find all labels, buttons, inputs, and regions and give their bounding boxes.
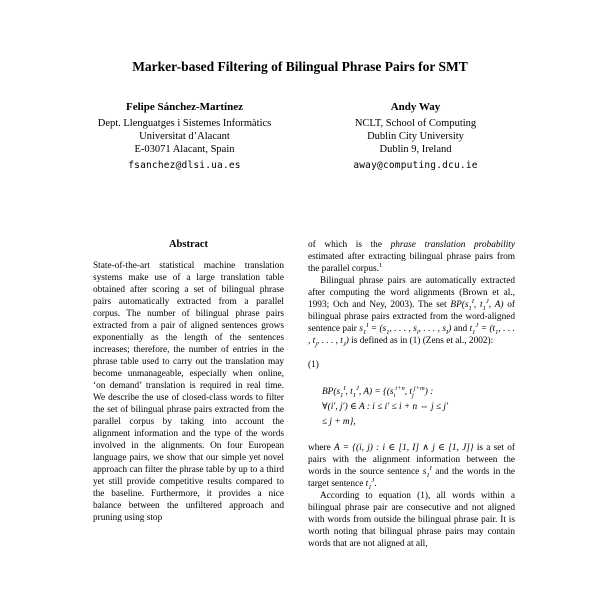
author-2-affiliation-line-2: Dublin City University	[367, 131, 464, 142]
author-2-affiliation-line-3: Dublin 9, Ireland	[379, 144, 452, 155]
footnote-ref-1: 1	[379, 261, 383, 269]
para1-post: estimated after extracting bilingual phrase pairs from the parallel corpus.	[308, 252, 515, 274]
author-2-email: away@computing.dcu.ie	[353, 160, 478, 171]
author-1-affiliation-line-2: Universitat d’Alacant	[139, 131, 230, 142]
left-column	[85, 239, 292, 550]
author-2	[313, 101, 518, 171]
abstract-text: State-of-the-art statistical machine translation systems make use of a large translation table obtained after scoring a set of bilingual phrase pairs automatically extracted from a parallel corpus. The number of bilingual phrase pairs extracted from a pair of aligned sentences grows exponentially as the length of the sentences increases; therefore, the number of entries in the phrase table used to carry out the translation may become unmanageable, especially when online, ‘on demand’ translation is required in real time. We describe the use of closed-class words to filter the set of bilingual phrase pairs extracted from the parallel corpus by taking into account the alignment information and the type of the words involved in the alignments. On four European language pairs, we show that our simple yet novel approach can filter the phrase table by up to a third yet still provide competitive results compared to the baseline. Furthermore, it provides a nice balance between the unfiltered approach and pruning using stop	[93, 261, 284, 523]
body-paragraph-2: Bilingual phrase pairs are automatically extracted after computing the word alignments (Brown et al., 1993; Och and Ney, 2003). The set $BP(s_1^I$, $t_1^J$, A) of bilingual phrase pairs extracted from the word-aligned sentence pair $s_1^I = (s_1$, . . . , $s_i$, . . . , $s_I$) and $t_1^J = (t_1$, . . . , $t_j$, . . . , $t_J$) is defined as in (1) (Zens et al., 2002):	[308, 276, 515, 348]
authors-block	[0, 101, 600, 171]
author-2-affiliation-line-1: NCLT, School of Computing	[354, 118, 477, 129]
paper-title: Marker-based Filtering of Bilingual Phrase Pairs for SMT	[132, 59, 468, 74]
author-1-affiliation-line-1: Dept. Llenguatges i Sistemes Informàtics	[97, 118, 272, 129]
body-paragraph-continuation	[308, 239, 515, 275]
author-2-name: Andy Way	[390, 101, 441, 113]
abstract-heading: Abstract	[168, 239, 209, 250]
equation-number: (1)	[308, 360, 319, 370]
para1-italic-term: phrase translation probability	[390, 240, 515, 250]
right-column	[308, 239, 515, 550]
equation-1: $BP(s_1^I$, $t_1^J$, $A) = \{(s_i^{i+n}$, $t_j^{j+m}$) : ∀(i′, j′) ∈ A : i ≤ i′ ≤ i + n ⇔ j ≤ j′ ≤ j + m},	[322, 384, 449, 427]
author-1-affiliation-line-3: E-03071 Alacant, Spain	[134, 144, 235, 155]
author-1-email: fsanchez@dlsi.ua.es	[128, 160, 241, 171]
para1-pre: of which is the	[308, 240, 391, 250]
two-column-body	[85, 239, 515, 550]
body-paragraph-3: where A = {(i, j) : i ∈ [1, I] ∧ j ∈ [1, J]} is a set of pairs with the alignment information between the words in the source sentence $s_1^I$ and the words in the target sentence $t_1^J$.	[308, 443, 515, 491]
author-1	[82, 101, 287, 171]
body-paragraph-4: According to equation (1), all words within a bilingual phrase pair are consecutive and not aligned with words from outside the bilingual phrase pair. It is worth noting that bilingual phrase pairs may contain words that are not aligned at all,	[308, 491, 515, 549]
author-1-name: Felipe Sánchez-Martínez	[126, 101, 243, 113]
